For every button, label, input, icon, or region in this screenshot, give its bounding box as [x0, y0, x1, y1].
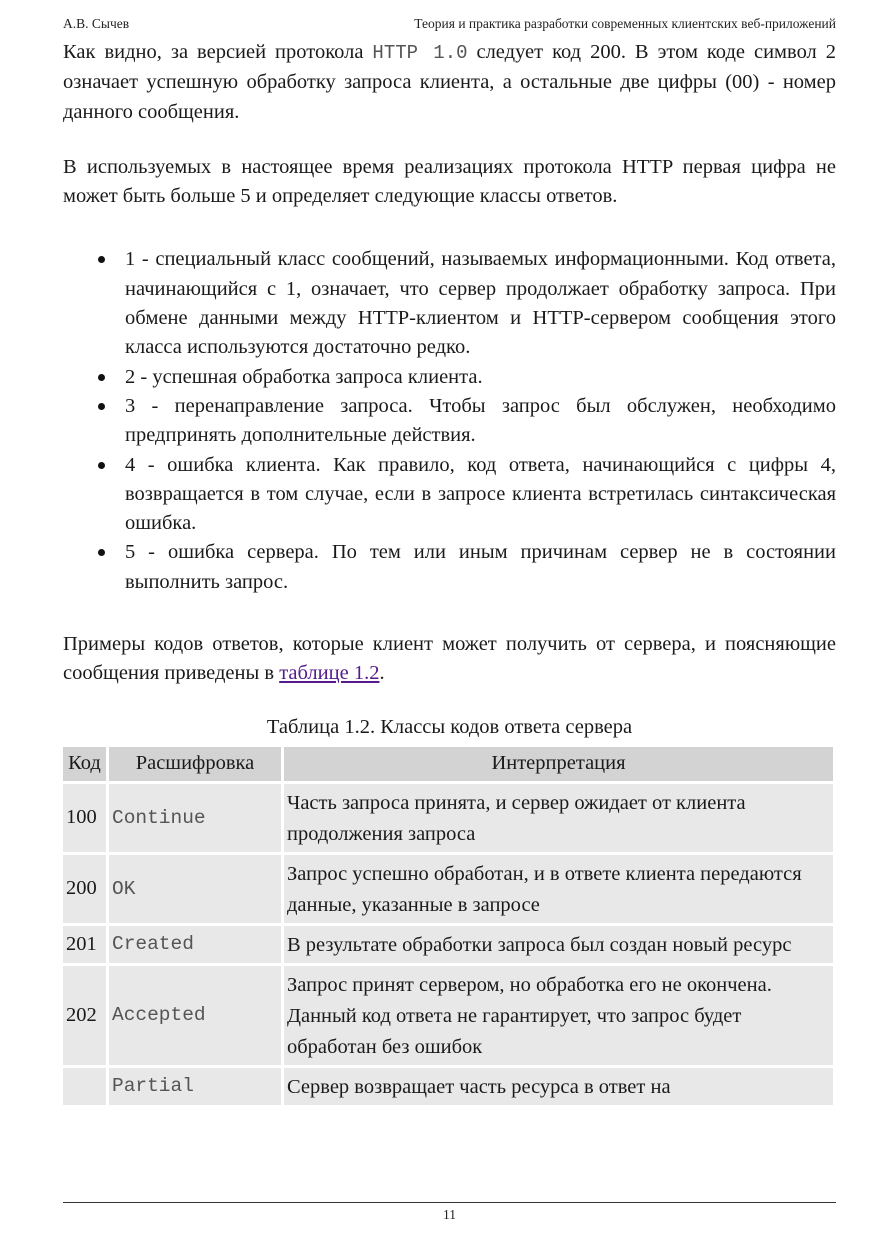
- table-row: [63, 784, 833, 852]
- paragraph-2: В используемых в настоящее время реализациях протокола HTTP первая цифра не может быть больше 5 и определяет следующие классы ответов.: [63, 155, 836, 208]
- page-header: [63, 16, 836, 32]
- cell-code: [63, 1068, 106, 1105]
- cell-code: 201: [63, 926, 106, 963]
- page-number: 11: [443, 1207, 456, 1222]
- paragraph-1-text-a: Как видно, за версией протокола: [63, 41, 373, 63]
- cell-description: [109, 966, 281, 1065]
- cell-interpretation: Часть запроса принята, и сервер ожидает от клиента продолжения запроса: [284, 784, 833, 852]
- header-author: А.В. Сычев: [63, 16, 130, 31]
- table-row: [63, 855, 833, 923]
- paragraph-3-text-b: .: [379, 662, 385, 685]
- list-item: 4 - ошибка клиента. Как правило, код ответа, начинающийся с цифры 4, возвращается в том случае, если в запросе клиента встретилась синтаксическая ошибка.: [125, 451, 836, 539]
- cell-code: 100: [63, 784, 106, 852]
- cell-code: 200: [63, 855, 106, 923]
- table-header-row: [63, 747, 833, 781]
- cell-description: [109, 784, 281, 852]
- cell-description: [109, 855, 281, 923]
- header-code: Код: [63, 747, 106, 781]
- list-item: 1 - специальный класс сообщений, называемых информационными. Код ответа, начинающийся с 1, означает, что сервер продолжает обработку запроса. При обмене данными между HTTP-клиентом и HTTP-сервером сообщения этого класса используются достаточно редко.: [125, 245, 836, 362]
- table-reference-link[interactable]: таблице 1.2: [279, 662, 380, 685]
- status-text: Accepted: [112, 1004, 206, 1027]
- table-row: [63, 966, 833, 1065]
- cell-interpretation: Сервер возвращает часть ресурса в ответ на: [284, 1068, 833, 1105]
- status-text: Partial: [112, 1075, 194, 1098]
- status-text: Created: [112, 933, 194, 956]
- cell-interpretation: Запрос успешно обработан, и в ответе клиента передаются данные, указанные в запросе: [284, 855, 833, 923]
- cell-description: [109, 1068, 281, 1105]
- table-row: [63, 1068, 833, 1105]
- table-row: [63, 926, 833, 963]
- header-interpretation: Интерпретация: [284, 747, 833, 781]
- cell-interpretation: В результате обработки запроса был создан новый ресурс: [284, 926, 833, 963]
- paragraph-3: [63, 630, 836, 689]
- list-item: 5 - ошибка сервера. По тем или иным причинам сервер не в состоянии выполнить запрос.: [125, 538, 836, 597]
- cell-description: [109, 926, 281, 963]
- protocol-code: HTTP 1.0: [372, 42, 468, 64]
- page-content: [63, 38, 836, 1108]
- header-title: Теория и практика разработки современных клиентских веб-приложений: [414, 16, 836, 31]
- paragraph-1: [63, 38, 836, 127]
- cell-code: 202: [63, 966, 106, 1065]
- cell-interpretation: Запрос принят сервером, но обработка его не окончена. Данный код ответа не гарантирует, что запрос будет обработан без ошибок: [284, 966, 833, 1065]
- list-item: 3 - перенаправление запроса. Чтобы запрос был обслужен, необходимо предпринять дополнительные действия.: [125, 392, 836, 451]
- list-item: 2 - успешная обработка запроса клиента.: [125, 363, 836, 392]
- status-text: OK: [112, 877, 136, 900]
- page-footer: [63, 1202, 836, 1223]
- header-description: Расшифровка: [109, 747, 281, 781]
- status-text: Continue: [112, 806, 206, 829]
- paragraph-3-text-a: Примеры кодов ответов, которые клиент может получить от сервера, и поясняющие сообщения приведены в: [63, 633, 836, 685]
- response-class-list: [63, 245, 836, 597]
- paragraph-1-text-b: следует код 200. В этом коде символ 2 означает успешную обработку запроса клиента, а остальные две цифры (00) - номер данного сообщения.: [63, 41, 837, 123]
- table-caption: Таблица 1.2. Классы кодов ответа сервера: [266, 715, 633, 738]
- response-codes-table: [60, 744, 836, 1108]
